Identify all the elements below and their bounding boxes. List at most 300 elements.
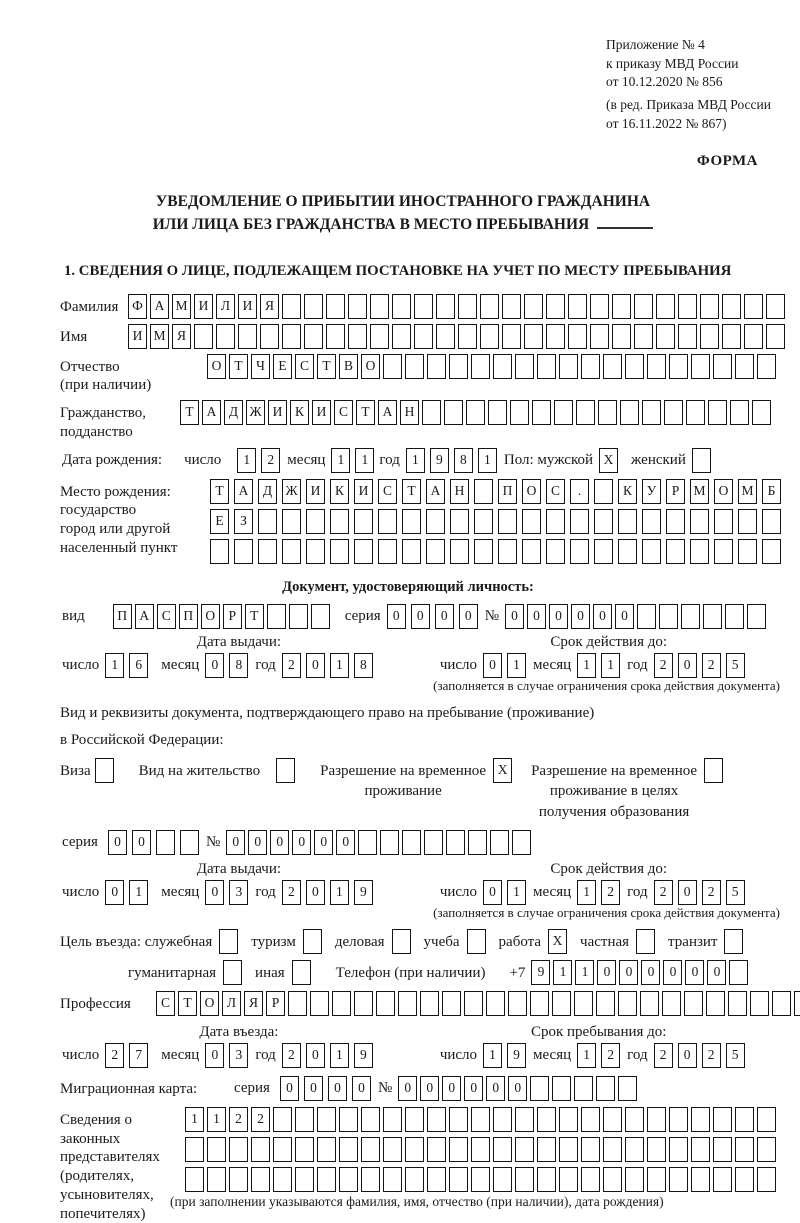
char-cell[interactable] (502, 324, 521, 349)
char-cell[interactable]: П (113, 604, 132, 629)
char-cell[interactable] (402, 539, 421, 564)
char-cell[interactable] (546, 509, 565, 534)
char-cell[interactable]: О (522, 479, 541, 504)
char-cell[interactable] (647, 1167, 666, 1192)
char-cell[interactable] (468, 830, 487, 855)
char-cell[interactable] (640, 991, 659, 1016)
char-cell[interactable]: 2 (105, 1043, 124, 1068)
char-cell[interactable]: К (330, 479, 349, 504)
char-cell[interactable] (532, 400, 551, 425)
char-cell[interactable] (612, 294, 631, 319)
char-cell[interactable] (486, 991, 505, 1016)
char-cell[interactable]: Д (224, 400, 243, 425)
char-cell[interactable] (524, 294, 543, 319)
char-cell[interactable]: 0 (411, 604, 430, 629)
char-cell[interactable] (647, 1137, 666, 1162)
char-cell[interactable] (722, 324, 741, 349)
char-cell[interactable]: Т (178, 991, 197, 1016)
char-cell[interactable]: 2 (601, 880, 620, 905)
char-cell[interactable] (690, 539, 709, 564)
char-cell[interactable]: 5 (726, 1043, 745, 1068)
char-cell[interactable]: 1 (355, 448, 374, 473)
char-cell[interactable] (659, 604, 678, 629)
char-cell[interactable] (295, 1167, 314, 1192)
char-cell[interactable] (722, 294, 741, 319)
char-cell[interactable]: 1 (507, 880, 526, 905)
char-cell[interactable]: С (546, 479, 565, 504)
char-cell[interactable]: 0 (685, 960, 704, 985)
char-cell[interactable] (559, 354, 578, 379)
char-cell[interactable] (238, 324, 257, 349)
char-cell[interactable]: 0 (663, 960, 682, 985)
char-cell[interactable] (488, 400, 507, 425)
char-cell[interactable] (444, 400, 463, 425)
char-cell[interactable]: 0 (306, 880, 325, 905)
char-cell[interactable] (576, 400, 595, 425)
char-cell[interactable] (522, 539, 541, 564)
char-cell[interactable]: Ж (282, 479, 301, 504)
char-cell[interactable]: X (599, 448, 618, 473)
char-cell[interactable]: 2 (282, 653, 301, 678)
char-cell[interactable] (738, 539, 757, 564)
char-cell[interactable]: 1 (577, 880, 596, 905)
char-cell[interactable]: 1 (207, 1107, 226, 1132)
char-cell[interactable] (446, 830, 465, 855)
char-cell[interactable] (794, 991, 800, 1016)
char-cell[interactable]: 2 (261, 448, 280, 473)
char-cell[interactable] (326, 324, 345, 349)
char-cell[interactable] (210, 539, 229, 564)
char-cell[interactable] (464, 991, 483, 1016)
char-cell[interactable] (747, 604, 766, 629)
char-cell[interactable]: П (179, 604, 198, 629)
char-cell[interactable]: 9 (507, 1043, 526, 1068)
char-cell[interactable]: X (548, 929, 567, 954)
char-cell[interactable] (480, 294, 499, 319)
char-cell[interactable] (691, 1107, 710, 1132)
char-cell[interactable] (612, 324, 631, 349)
char-cell[interactable] (691, 354, 710, 379)
char-cell[interactable] (766, 324, 785, 349)
char-cell[interactable] (402, 830, 421, 855)
char-cell[interactable] (690, 509, 709, 534)
char-cell[interactable] (713, 1107, 732, 1132)
char-cell[interactable]: С (295, 354, 314, 379)
char-cell[interactable] (339, 1137, 358, 1162)
char-cell[interactable] (620, 400, 639, 425)
char-cell[interactable] (216, 324, 235, 349)
char-cell[interactable] (339, 1167, 358, 1192)
char-cell[interactable] (642, 539, 661, 564)
char-cell[interactable]: Р (223, 604, 242, 629)
char-cell[interactable]: 0 (459, 604, 478, 629)
char-cell[interactable]: 0 (304, 1076, 323, 1101)
char-cell[interactable] (735, 1137, 754, 1162)
char-cell[interactable]: 0 (442, 1076, 461, 1101)
char-cell[interactable]: 1 (331, 448, 350, 473)
char-cell[interactable] (724, 929, 743, 954)
char-cell[interactable] (603, 354, 622, 379)
char-cell[interactable] (310, 991, 329, 1016)
char-cell[interactable]: 9 (354, 880, 373, 905)
char-cell[interactable] (750, 991, 769, 1016)
char-cell[interactable]: 0 (483, 653, 502, 678)
char-cell[interactable]: 9 (354, 1043, 373, 1068)
char-cell[interactable] (618, 1076, 637, 1101)
char-cell[interactable]: 3 (229, 1043, 248, 1068)
char-cell[interactable] (772, 991, 791, 1016)
char-cell[interactable] (603, 1167, 622, 1192)
char-cell[interactable] (398, 991, 417, 1016)
char-cell[interactable]: 8 (454, 448, 473, 473)
char-cell[interactable] (738, 509, 757, 534)
char-cell[interactable] (348, 324, 367, 349)
char-cell[interactable] (744, 324, 763, 349)
char-cell[interactable] (380, 830, 399, 855)
char-cell[interactable]: Л (222, 991, 241, 1016)
char-cell[interactable] (378, 509, 397, 534)
char-cell[interactable] (493, 1167, 512, 1192)
char-cell[interactable]: 0 (280, 1076, 299, 1101)
char-cell[interactable] (515, 354, 534, 379)
char-cell[interactable]: . (570, 479, 589, 504)
char-cell[interactable] (598, 400, 617, 425)
char-cell[interactable]: 2 (282, 880, 301, 905)
char-cell[interactable] (471, 354, 490, 379)
char-cell[interactable] (546, 324, 565, 349)
char-cell[interactable] (251, 1167, 270, 1192)
char-cell[interactable] (450, 539, 469, 564)
char-cell[interactable] (361, 1167, 380, 1192)
char-cell[interactable] (378, 539, 397, 564)
char-cell[interactable] (370, 324, 389, 349)
char-cell[interactable]: К (290, 400, 309, 425)
char-cell[interactable] (185, 1167, 204, 1192)
char-cell[interactable]: 0 (486, 1076, 505, 1101)
char-cell[interactable]: 0 (619, 960, 638, 985)
char-cell[interactable] (502, 294, 521, 319)
char-cell[interactable] (474, 509, 493, 534)
char-cell[interactable]: О (200, 991, 219, 1016)
char-cell[interactable]: Т (317, 354, 336, 379)
char-cell[interactable] (537, 1167, 556, 1192)
char-cell[interactable]: С (156, 991, 175, 1016)
char-cell[interactable]: Т (245, 604, 264, 629)
char-cell[interactable]: 2 (654, 653, 673, 678)
char-cell[interactable] (757, 1137, 776, 1162)
char-cell[interactable] (618, 539, 637, 564)
char-cell[interactable] (681, 604, 700, 629)
char-cell[interactable] (95, 758, 114, 783)
char-cell[interactable] (596, 1076, 615, 1101)
char-cell[interactable]: К (618, 479, 637, 504)
char-cell[interactable] (304, 294, 323, 319)
char-cell[interactable]: 0 (336, 830, 355, 855)
char-cell[interactable] (442, 991, 461, 1016)
char-cell[interactable] (466, 400, 485, 425)
char-cell[interactable]: 1 (577, 653, 596, 678)
char-cell[interactable] (420, 991, 439, 1016)
char-cell[interactable] (471, 1167, 490, 1192)
char-cell[interactable] (662, 991, 681, 1016)
char-cell[interactable]: 1 (478, 448, 497, 473)
char-cell[interactable] (223, 960, 242, 985)
char-cell[interactable]: 0 (678, 880, 697, 905)
char-cell[interactable] (383, 354, 402, 379)
char-cell[interactable] (666, 509, 685, 534)
char-cell[interactable] (306, 509, 325, 534)
char-cell[interactable]: С (334, 400, 353, 425)
char-cell[interactable] (392, 324, 411, 349)
char-cell[interactable] (581, 1107, 600, 1132)
char-cell[interactable]: 1 (507, 653, 526, 678)
char-cell[interactable]: Л (216, 294, 235, 319)
char-cell[interactable]: 5 (726, 653, 745, 678)
char-cell[interactable]: И (268, 400, 287, 425)
char-cell[interactable]: О (714, 479, 733, 504)
char-cell[interactable] (295, 1107, 314, 1132)
char-cell[interactable] (603, 1137, 622, 1162)
char-cell[interactable] (194, 324, 213, 349)
char-cell[interactable]: X (493, 758, 512, 783)
char-cell[interactable]: 1 (237, 448, 256, 473)
char-cell[interactable] (354, 991, 373, 1016)
char-cell[interactable] (581, 1137, 600, 1162)
char-cell[interactable]: 0 (707, 960, 726, 985)
char-cell[interactable]: 0 (615, 604, 634, 629)
char-cell[interactable] (258, 509, 277, 534)
char-cell[interactable] (559, 1137, 578, 1162)
char-cell[interactable] (703, 604, 722, 629)
char-cell[interactable]: Ч (251, 354, 270, 379)
char-cell[interactable]: 0 (483, 880, 502, 905)
char-cell[interactable] (383, 1107, 402, 1132)
char-cell[interactable] (713, 354, 732, 379)
char-cell[interactable]: 1 (330, 1043, 349, 1068)
char-cell[interactable]: Т (180, 400, 199, 425)
char-cell[interactable] (590, 324, 609, 349)
char-cell[interactable]: 0 (352, 1076, 371, 1101)
char-cell[interactable] (493, 354, 512, 379)
char-cell[interactable] (383, 1137, 402, 1162)
char-cell[interactable]: З (234, 509, 253, 534)
char-cell[interactable]: 0 (105, 880, 124, 905)
char-cell[interactable] (267, 604, 286, 629)
char-cell[interactable] (552, 991, 571, 1016)
char-cell[interactable] (669, 1167, 688, 1192)
char-cell[interactable] (594, 509, 613, 534)
char-cell[interactable] (669, 354, 688, 379)
char-cell[interactable] (348, 294, 367, 319)
char-cell[interactable] (234, 539, 253, 564)
char-cell[interactable]: М (150, 324, 169, 349)
char-cell[interactable] (292, 960, 311, 985)
char-cell[interactable] (219, 929, 238, 954)
char-cell[interactable]: 0 (435, 604, 454, 629)
char-cell[interactable] (510, 400, 529, 425)
char-cell[interactable]: А (135, 604, 154, 629)
char-cell[interactable]: 0 (678, 1043, 697, 1068)
char-cell[interactable]: 2 (702, 653, 721, 678)
char-cell[interactable] (458, 294, 477, 319)
char-cell[interactable] (515, 1107, 534, 1132)
char-cell[interactable] (669, 1107, 688, 1132)
char-cell[interactable]: А (150, 294, 169, 319)
char-cell[interactable]: 0 (387, 604, 406, 629)
char-cell[interactable] (392, 294, 411, 319)
char-cell[interactable] (282, 509, 301, 534)
char-cell[interactable]: И (194, 294, 213, 319)
char-cell[interactable]: Е (210, 509, 229, 534)
char-cell[interactable]: О (361, 354, 380, 379)
char-cell[interactable]: М (172, 294, 191, 319)
char-cell[interactable]: Т (402, 479, 421, 504)
char-cell[interactable] (458, 324, 477, 349)
char-cell[interactable]: 0 (205, 653, 224, 678)
char-cell[interactable] (426, 539, 445, 564)
char-cell[interactable] (570, 509, 589, 534)
char-cell[interactable] (207, 1167, 226, 1192)
char-cell[interactable] (581, 354, 600, 379)
char-cell[interactable] (156, 830, 175, 855)
char-cell[interactable]: 2 (601, 1043, 620, 1068)
char-cell[interactable]: 1 (406, 448, 425, 473)
char-cell[interactable]: 2 (251, 1107, 270, 1132)
char-cell[interactable]: 0 (641, 960, 660, 985)
char-cell[interactable] (656, 294, 675, 319)
char-cell[interactable] (603, 1107, 622, 1132)
char-cell[interactable]: 2 (702, 1043, 721, 1068)
char-cell[interactable] (424, 830, 443, 855)
char-cell[interactable] (700, 324, 719, 349)
char-cell[interactable] (735, 1167, 754, 1192)
char-cell[interactable] (546, 294, 565, 319)
char-cell[interactable]: 7 (129, 1043, 148, 1068)
char-cell[interactable] (708, 400, 727, 425)
char-cell[interactable]: 0 (549, 604, 568, 629)
char-cell[interactable] (546, 539, 565, 564)
char-cell[interactable]: У (642, 479, 661, 504)
char-cell[interactable] (714, 539, 733, 564)
char-cell[interactable]: О (207, 354, 226, 379)
char-cell[interactable] (449, 354, 468, 379)
char-cell[interactable]: 1 (330, 653, 349, 678)
char-cell[interactable] (686, 400, 705, 425)
char-cell[interactable] (317, 1167, 336, 1192)
char-cell[interactable] (358, 830, 377, 855)
char-cell[interactable] (766, 294, 785, 319)
char-cell[interactable]: 0 (597, 960, 616, 985)
char-cell[interactable] (757, 1107, 776, 1132)
char-cell[interactable] (289, 604, 308, 629)
char-cell[interactable]: 0 (420, 1076, 439, 1101)
char-cell[interactable]: А (378, 400, 397, 425)
char-cell[interactable]: Д (258, 479, 277, 504)
char-cell[interactable]: 0 (328, 1076, 347, 1101)
char-cell[interactable] (332, 991, 351, 1016)
char-cell[interactable]: А (234, 479, 253, 504)
char-cell[interactable] (594, 539, 613, 564)
char-cell[interactable] (273, 1137, 292, 1162)
char-cell[interactable] (422, 400, 441, 425)
char-cell[interactable]: 1 (330, 880, 349, 905)
char-cell[interactable] (647, 1107, 666, 1132)
char-cell[interactable] (427, 1167, 446, 1192)
char-cell[interactable] (642, 509, 661, 534)
char-cell[interactable] (361, 1137, 380, 1162)
char-cell[interactable] (596, 991, 615, 1016)
char-cell[interactable] (706, 991, 725, 1016)
char-cell[interactable] (229, 1167, 248, 1192)
char-cell[interactable]: 2 (702, 880, 721, 905)
char-cell[interactable] (304, 324, 323, 349)
char-cell[interactable]: Т (229, 354, 248, 379)
char-cell[interactable] (427, 1137, 446, 1162)
char-cell[interactable]: 0 (205, 1043, 224, 1068)
char-cell[interactable] (757, 354, 776, 379)
char-cell[interactable] (474, 539, 493, 564)
char-cell[interactable] (450, 509, 469, 534)
char-cell[interactable] (678, 294, 697, 319)
char-cell[interactable]: 1 (185, 1107, 204, 1132)
char-cell[interactable]: В (339, 354, 358, 379)
char-cell[interactable] (590, 294, 609, 319)
char-cell[interactable]: 0 (593, 604, 612, 629)
char-cell[interactable]: 0 (508, 1076, 527, 1101)
char-cell[interactable]: О (201, 604, 220, 629)
char-cell[interactable]: Я (172, 324, 191, 349)
char-cell[interactable] (713, 1137, 732, 1162)
char-cell[interactable]: И (354, 479, 373, 504)
char-cell[interactable] (568, 294, 587, 319)
char-cell[interactable] (684, 991, 703, 1016)
char-cell[interactable] (414, 324, 433, 349)
char-cell[interactable] (554, 400, 573, 425)
char-cell[interactable] (273, 1107, 292, 1132)
char-cell[interactable] (552, 1076, 571, 1101)
char-cell[interactable]: Е (273, 354, 292, 379)
char-cell[interactable]: 8 (229, 653, 248, 678)
char-cell[interactable] (515, 1167, 534, 1192)
char-cell[interactable]: 1 (575, 960, 594, 985)
char-cell[interactable] (752, 400, 771, 425)
char-cell[interactable] (625, 1137, 644, 1162)
char-cell[interactable] (757, 1167, 776, 1192)
char-cell[interactable] (625, 1167, 644, 1192)
char-cell[interactable] (330, 509, 349, 534)
char-cell[interactable] (311, 604, 330, 629)
char-cell[interactable]: М (690, 479, 709, 504)
char-cell[interactable] (449, 1137, 468, 1162)
char-cell[interactable]: П (498, 479, 517, 504)
char-cell[interactable] (251, 1137, 270, 1162)
char-cell[interactable] (354, 509, 373, 534)
char-cell[interactable] (537, 1137, 556, 1162)
char-cell[interactable]: 1 (105, 653, 124, 678)
char-cell[interactable]: Я (244, 991, 263, 1016)
char-cell[interactable] (480, 324, 499, 349)
char-cell[interactable] (306, 539, 325, 564)
char-cell[interactable] (574, 991, 593, 1016)
char-cell[interactable]: И (128, 324, 147, 349)
char-cell[interactable] (282, 324, 301, 349)
char-cell[interactable] (636, 929, 655, 954)
char-cell[interactable]: 3 (229, 880, 248, 905)
char-cell[interactable] (691, 1137, 710, 1162)
char-cell[interactable] (664, 400, 683, 425)
char-cell[interactable] (405, 354, 424, 379)
char-cell[interactable]: А (202, 400, 221, 425)
